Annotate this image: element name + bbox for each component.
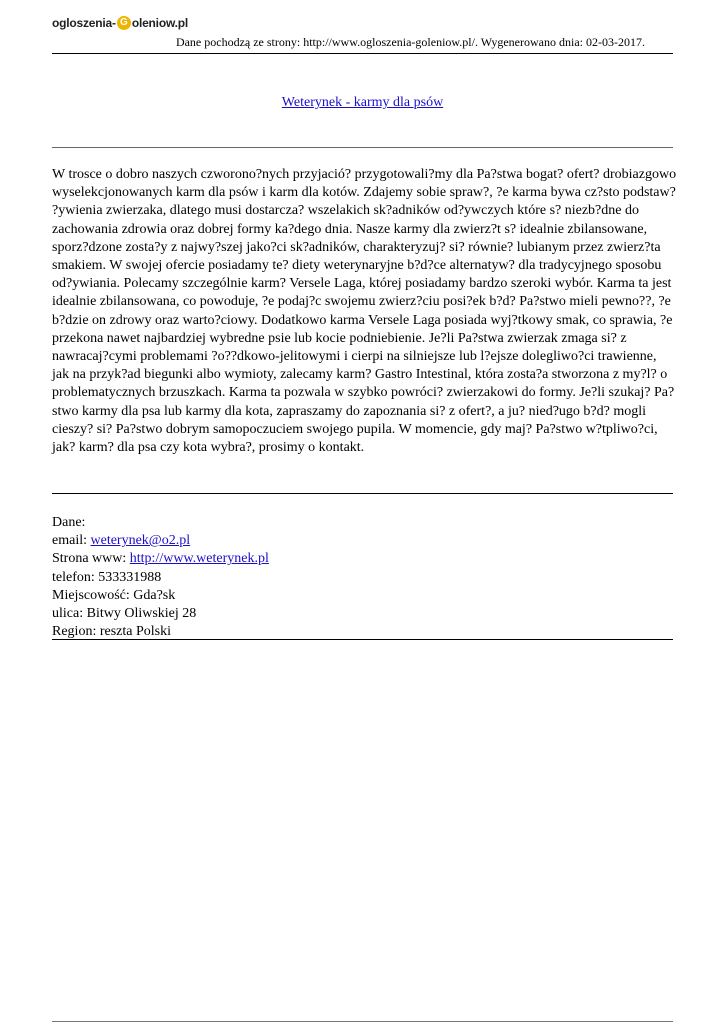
source-note: Dane pochodzą ze strony: http://www.ogloszenia-goleniow.pl/. Wygenerowano dnia: 02-03-2017. — [175, 35, 645, 49]
logo-text-right: oleniow.pl — [131, 16, 189, 30]
listing-description: W trosce o dobro naszych czworono?nych przyjació? przygotowali?my dla Pa?stwa bogat? ofert? drobiazgowo wyselekcjonowanych karm dla psów i karm dla kotów. Zdajemy sobie spraw?, ?e karma bywa cz?sto podstaw? ?ywienia zwierzaka, dlatego musi dostarcza? wszelakich sk?adników od?ywczych które s? niezb?dne do zachowania zdrowia oraz dobrej formy ka?dego dnia. Nasze karmy dla zwierz?t s? idealnie zbilansowane, sporz?dzone zosta?y z najwy?szej jako?ci sk?adników, charakteryzuj? si? równie? lubianym przez zwierz?ta smakiem. W swojej ofercie posiadamy te? diety weterynaryjne b?d?ce alternatyw? dla tradycyjnego sposobu od?ywiania. Polecamy szczególnie karm? Versele Laga, której posiadamy bardzo szeroki wybór. Karma ta jest idealnie zbilansowana, co powoduje, ?e podaj?c swojemu zwierz?ciu posi?ek b?d? Pa?stwo mieli pewno??, ?e b?dzie on zdrowy oraz warto?ciowy. Dodatkowo karma Versele Laga posiada wyj?tkowy smak, co sprawia, ?e przekona nawet najbardziej wybredne psie lub kocie podniebienie. Je?li Pa?stwa zwierzak zmaga si? z nawracaj?cymi problemami ?o??dkowo-jelitowymi i cierpi na silniejsze lub l?ejsze dolegliwo?ci trawienne, jak na przyk?ad biegunki albo wymioty, zalecamy karm? Gastro Intestinal, która zosta?a stworzona z my?l? o problematycznych brzuszkach. Karma ta pozwala w szybko powróci? zwierzakowi do formy. Je?li szukaj? Pa?stwo karmy dla psa lub karmy dla kota, zapraszamy do zapoznania si? z ofert?, a ju? nied?ugo b?d? mogli cieszy? si? Pa?stwo dobrym samopoczuciem swojego pupila. W momencie, gdy maj? Pa?stwo w?tpliwo?ci, jak? karm? dla psa czy kota wybra?, prosimy o kontakt. — [52, 167, 677, 456]
city-label: Miejscowość: — [52, 587, 134, 603]
contact-phone-row — [52, 569, 269, 587]
region-value: reszta Polski — [99, 624, 171, 640]
region-label: Region: — [52, 624, 100, 640]
email-link[interactable]: weterynek@o2.pl — [90, 533, 191, 549]
contact-city-row — [52, 587, 269, 605]
contact-email-row — [52, 532, 269, 550]
site-logo[interactable] — [52, 13, 188, 33]
city-value: Gda?sk — [133, 587, 176, 603]
contact-divider — [52, 639, 673, 640]
title-divider — [52, 147, 673, 148]
contact-www-row — [52, 550, 269, 568]
listing-title-link[interactable]: Weterynek - karmy dla psów — [281, 95, 444, 110]
phone-label: telefon: — [52, 569, 99, 585]
logo-g-icon: G — [117, 16, 131, 30]
footer-divider — [52, 1021, 673, 1022]
email-label: email: — [52, 533, 91, 549]
logo-text-left: ogloszenia- — [52, 16, 116, 30]
contact-street-row — [52, 605, 269, 623]
contact-block — [52, 514, 269, 641]
street-label: ulica: — [52, 606, 87, 622]
listing-title — [52, 95, 673, 111]
header-divider — [52, 53, 673, 54]
www-label: Strona www: — [52, 551, 130, 567]
contact-heading: Dane: — [52, 515, 86, 530]
www-link[interactable]: http://www.weterynek.pl — [129, 551, 269, 567]
phone-value: 533331988 — [98, 569, 162, 585]
street-value: Bitwy Oliwskiej 28 — [86, 606, 197, 622]
description-divider — [52, 493, 673, 494]
